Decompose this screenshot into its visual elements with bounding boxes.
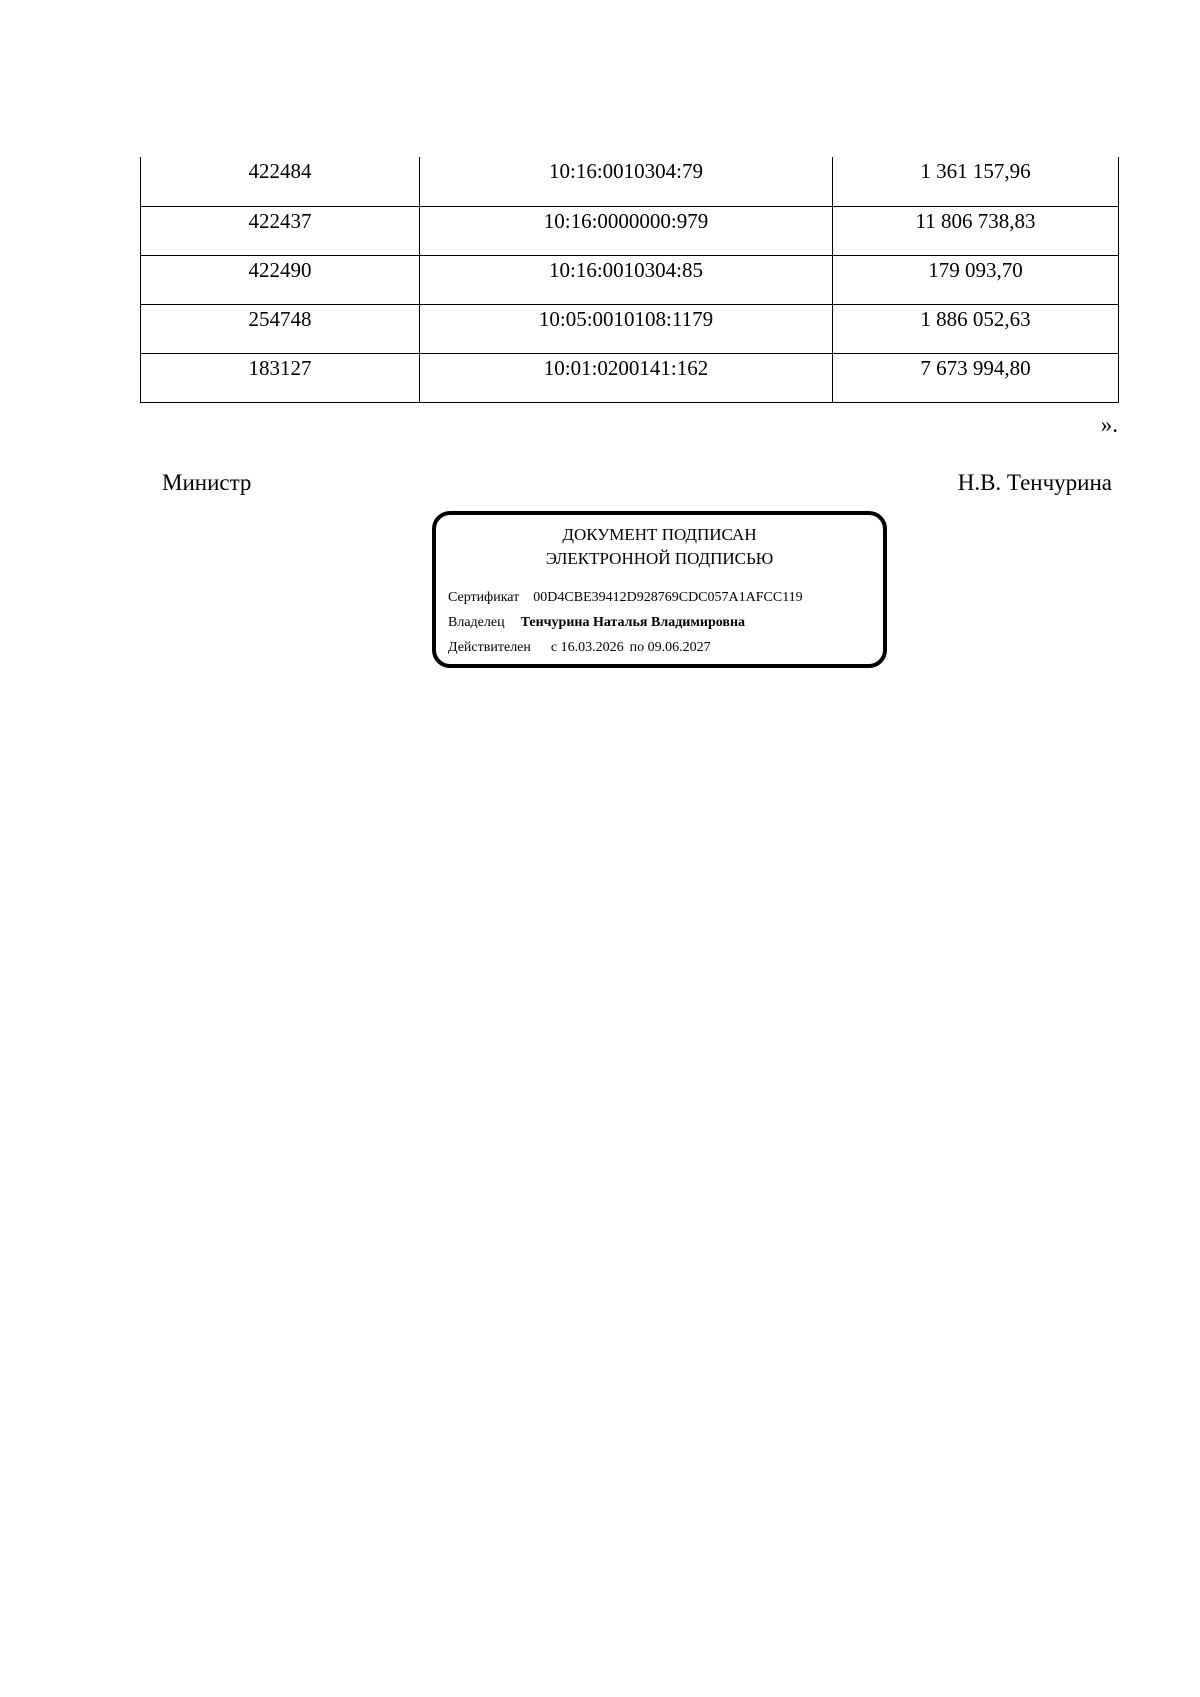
row-cadastral-number: 10:01:0200141:162	[420, 353, 833, 402]
valid-label: Действителен	[448, 640, 531, 655]
closing-quote: ».	[1100, 412, 1118, 437]
signatory-name: Н.В. Тенчурина	[957, 470, 1112, 495]
row-cadastral-number: 10:16:0000000:979	[420, 206, 833, 255]
table-row	[141, 304, 1119, 353]
table-row	[141, 255, 1119, 304]
certificate-label: Сертификат	[448, 590, 520, 605]
table-row	[141, 206, 1119, 255]
row-amount: 7 673 994,80	[833, 353, 1119, 402]
data-table	[140, 157, 1119, 403]
row-id: 183127	[141, 353, 420, 402]
stamp-title-line1: ДОКУМЕНТ ПОДПИСАН	[562, 525, 757, 544]
row-cadastral-number: 10:16:0010304:85	[420, 255, 833, 304]
electronic-signature-stamp	[432, 511, 887, 668]
row-id: 254748	[141, 304, 420, 353]
row-amount: 1 361 157,96	[833, 157, 1119, 206]
certificate-value: 00D4CBE39412D928769CDC057A1AFCC119	[533, 590, 803, 605]
row-cadastral-number: 10:16:0010304:79	[420, 157, 833, 206]
row-cadastral-number: 10:05:0010108:1179	[420, 304, 833, 353]
table-row	[141, 353, 1119, 402]
row-amount: 179 093,70	[833, 255, 1119, 304]
row-amount: 1 886 052,63	[833, 304, 1119, 353]
row-amount: 11 806 738,83	[833, 206, 1119, 255]
table-row	[141, 157, 1119, 206]
stamp-title-line2: ЭЛЕКТРОННОЙ ПОДПИСЬЮ	[545, 549, 774, 568]
valid-to: по 09.06.2027	[629, 640, 711, 655]
valid-from: с 16.03.2026	[550, 640, 624, 655]
signatory-position: Министр	[162, 470, 252, 495]
row-id: 422490	[141, 255, 420, 304]
stamp-certificate-row	[448, 590, 803, 606]
owner-value: Тенчурина Наталья Владимировна	[520, 615, 746, 630]
owner-label: Владелец	[448, 615, 505, 630]
row-id: 422484	[141, 157, 420, 206]
row-id: 422437	[141, 206, 420, 255]
stamp-owner-row	[448, 615, 745, 631]
stamp-validity-row	[448, 640, 711, 656]
